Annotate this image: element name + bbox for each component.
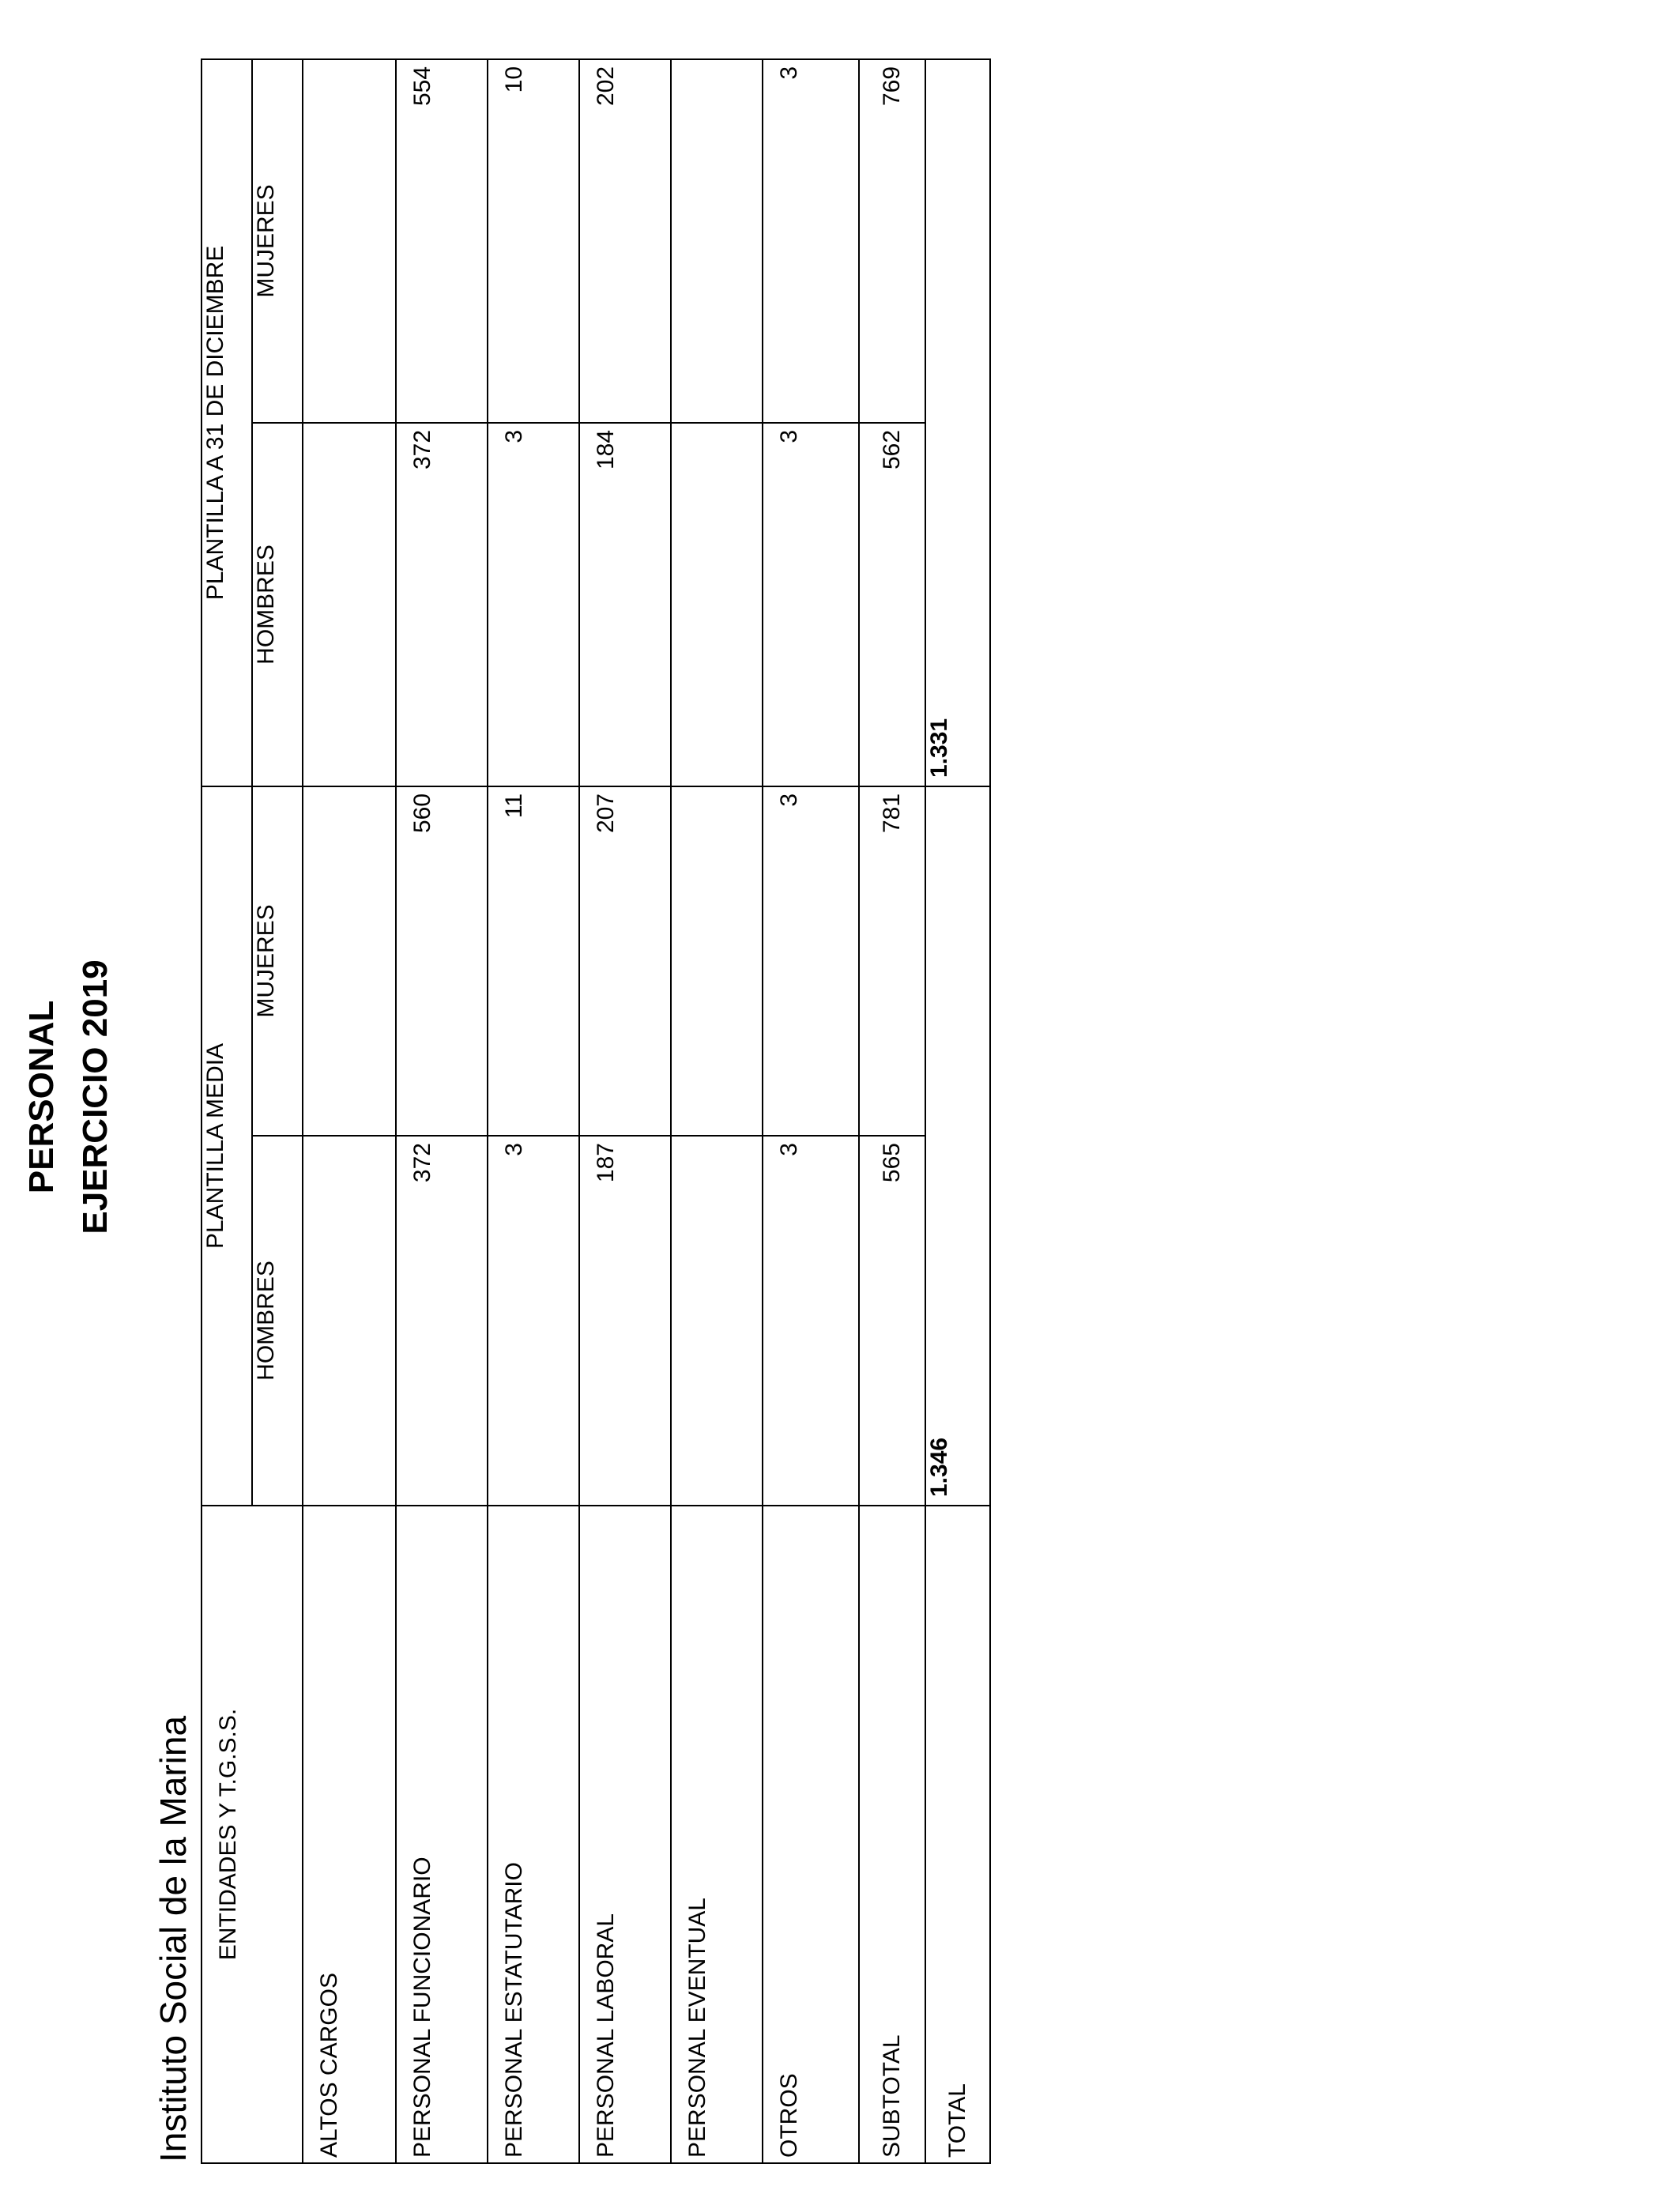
cell-media-mujeres: 11 (488, 786, 579, 1136)
cell-media-hombres: 187 (579, 1136, 671, 1506)
cell-dic-mujeres (671, 59, 763, 423)
document-subtitle: EJERCICIO 2019 (76, 959, 115, 1235)
cell-media-mujeres: 560 (396, 786, 488, 1136)
row-label: PERSONAL FUNCIONARIO (396, 1506, 488, 2163)
total-label: TOTAL (925, 1506, 990, 2163)
cell-dic-hombres: 3 (488, 423, 579, 786)
table-row (303, 59, 396, 2163)
cell-media-hombres: 3 (763, 1136, 859, 1506)
cell-dic-mujeres: 202 (579, 59, 671, 423)
table-row (763, 59, 859, 2163)
sub-header-dic-mujeres: MUJERES (252, 59, 303, 423)
table-row (488, 59, 579, 2163)
cell-dic-hombres (303, 423, 396, 786)
organization-name: Instituto Social de la Marina (153, 1715, 194, 2162)
total-dic: 1.331 (925, 59, 990, 786)
cell-dic-mujeres: 3 (763, 59, 859, 423)
table-row (579, 59, 671, 2163)
cell-media-mujeres: 3 (763, 786, 859, 1136)
subtotal-dic-mujeres: 769 (859, 59, 925, 423)
subtotal-media-hombres: 565 (859, 1136, 925, 1506)
group-header-plantilla-media: PLANTILLA MEDIA (202, 786, 252, 1506)
subtotal-label: SUBTOTAL (859, 1506, 925, 2163)
row-label: PERSONAL LABORAL (579, 1506, 671, 2163)
table-group-header-row (202, 59, 252, 2163)
row-label: PERSONAL EVENTUAL (671, 1506, 763, 2163)
subtotal-dic-hombres: 562 (859, 423, 925, 786)
cell-media-mujeres (303, 786, 396, 1136)
row-label: PERSONAL ESTATUTARIO (488, 1506, 579, 2163)
sub-header-media-hombres: HOMBRES (252, 1136, 303, 1506)
table-row (671, 59, 763, 2163)
cell-dic-hombres (671, 423, 763, 786)
cell-dic-hombres: 3 (763, 423, 859, 786)
subtotal-media-mujeres: 781 (859, 786, 925, 1136)
cell-dic-mujeres: 10 (488, 59, 579, 423)
cell-media-hombres: 372 (396, 1136, 488, 1506)
personnel-table (201, 58, 991, 2164)
cell-dic-hombres: 372 (396, 423, 488, 786)
row-label: OTROS (763, 1506, 859, 2163)
subtotal-row (859, 59, 925, 2163)
group-header-plantilla-diciembre: PLANTILLA A 31 DE DICIEMBRE (202, 59, 252, 786)
cell-dic-mujeres: 554 (396, 59, 488, 423)
total-row (925, 59, 990, 2163)
cell-media-hombres: 3 (488, 1136, 579, 1506)
row-label: ALTOS CARGOS (303, 1506, 396, 2163)
table-row (396, 59, 488, 2163)
cell-media-mujeres (671, 786, 763, 1136)
document-title: PERSONAL (22, 1000, 61, 1194)
cell-media-hombres (671, 1136, 763, 1506)
sub-header-media-mujeres: MUJERES (252, 786, 303, 1136)
total-media: 1.346 (925, 786, 990, 1506)
cell-media-hombres (303, 1136, 396, 1506)
corner-header: ENTIDADES Y T.G.S.S. (202, 1506, 303, 2163)
cell-media-mujeres: 207 (579, 786, 671, 1136)
sub-header-dic-hombres: HOMBRES (252, 423, 303, 786)
cell-dic-mujeres (303, 59, 396, 423)
cell-dic-hombres: 184 (579, 423, 671, 786)
